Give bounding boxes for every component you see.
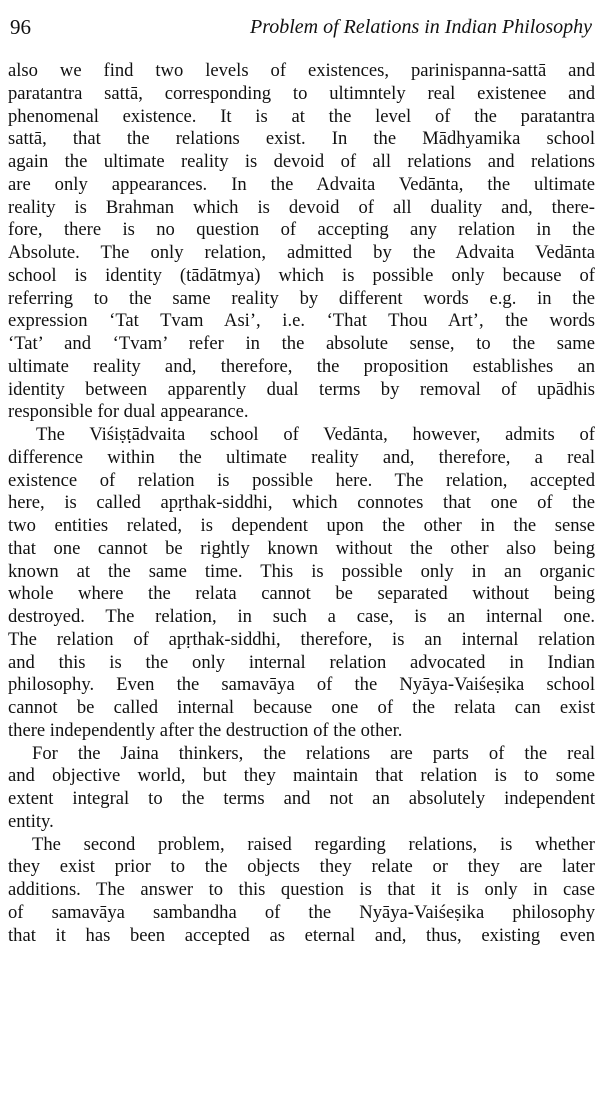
text-line: cannot be called internal because one of the relata can exist xyxy=(8,697,595,718)
body-text xyxy=(8,60,595,947)
text-line: The second problem, raised regarding relations, is whether xyxy=(32,833,595,855)
text-line: responsible for dual appearance. xyxy=(8,401,249,423)
text-line: and objective world, but they maintain that relation is to some xyxy=(8,765,595,787)
text-line: fore, there is no question of accepting any relation in the xyxy=(8,219,595,241)
text-line: also we find two levels of existences, parinispanna-sattā and xyxy=(8,60,595,81)
text-line: ‘Tat’ and ‘Tvam’ refer in the absolute sense, to the same xyxy=(8,333,595,354)
text-line: again the ultimate reality is devoid of all relations and relations xyxy=(8,151,595,172)
text-line: expression ‘Tat Tvam Asi’, i.e. ‘That Thou Art’, the words xyxy=(8,310,595,332)
running-title: Problem of Relations in Indian Philosophy xyxy=(249,16,592,38)
text-line: sattā, that the relations exist. In the Mādhyamika school xyxy=(8,128,595,150)
paragraph-1 xyxy=(8,60,595,424)
page-number: 96 xyxy=(10,15,31,39)
text-line: ultimate reality and, therefore, the proposition establishes an xyxy=(8,355,595,377)
text-line: they exist prior to the objects they relate or they are later xyxy=(8,856,595,878)
text-line: two entities related, is dependent upon the other in the sense xyxy=(8,515,595,536)
paragraph-2 xyxy=(8,424,595,743)
text-line: philosophy. Even the samavāya of the Nyāya-Vaiśeṣika school xyxy=(8,674,595,696)
text-line: are only appearances. In the Advaita Vedānta, the ultimate xyxy=(8,173,595,195)
text-line: difference within the ultimate reality and, therefore, a real xyxy=(8,446,595,468)
text-line: whole where the relata cannot be separated without being xyxy=(8,583,595,605)
text-line: For the Jaina thinkers, the relations are parts of the real xyxy=(32,742,595,764)
text-line: Absolute. The only relation, admitted by the Advaita Vedānta xyxy=(8,242,595,263)
text-line: phenomenal existence. It is at the level of the paratantra xyxy=(8,105,595,127)
text-line: here, is called apṛthak-siddhi, which connotes that one of the xyxy=(8,492,595,514)
text-line: extent integral to the terms and not an absolutely independent xyxy=(8,788,595,809)
text-line: The relation of apṛthak-siddhi, therefore, is an internal relation xyxy=(8,628,595,650)
text-line: there independently after the destruction of the other. xyxy=(8,719,403,741)
text-line: existence of relation is possible here. The relation, accepted xyxy=(8,469,595,491)
text-line: reality is Brahman which is devoid of all duality and, there- xyxy=(8,196,595,218)
text-line: entity. xyxy=(8,810,54,832)
text-line: The Viśiṣṭādvaita school of Vedānta, however, admits of xyxy=(36,424,595,445)
text-line: of samavāya sambandha of the Nyāya-Vaiśeṣika philosophy xyxy=(8,901,595,923)
text-line: referring to the same reality by different words e.g. in the xyxy=(8,287,595,309)
text-line: known at the same time. This is possible only in an organic xyxy=(8,560,595,582)
paragraph-4 xyxy=(8,834,595,948)
text-line: that it has been accepted as eternal and, thus, existing even xyxy=(8,924,595,946)
page-header xyxy=(8,12,592,42)
text-line: and this is the only internal relation advocated in Indian xyxy=(8,651,595,673)
paragraph-3 xyxy=(8,743,595,834)
text-line: school is identity (tādātmya) which is possible only because of xyxy=(8,264,595,286)
text-line: destroyed. The relation, in such a case, is an internal one. xyxy=(8,606,595,627)
text-line: that one cannot be rightly known without the other also being xyxy=(8,537,595,559)
text-line: additions. The answer to this question is that it is only in case xyxy=(8,879,595,900)
text-line: paratantra sattā, corresponding to ultimntely real existenee and xyxy=(8,82,595,104)
text-line: identity between apparently dual terms by removal of upādhis xyxy=(8,378,595,400)
